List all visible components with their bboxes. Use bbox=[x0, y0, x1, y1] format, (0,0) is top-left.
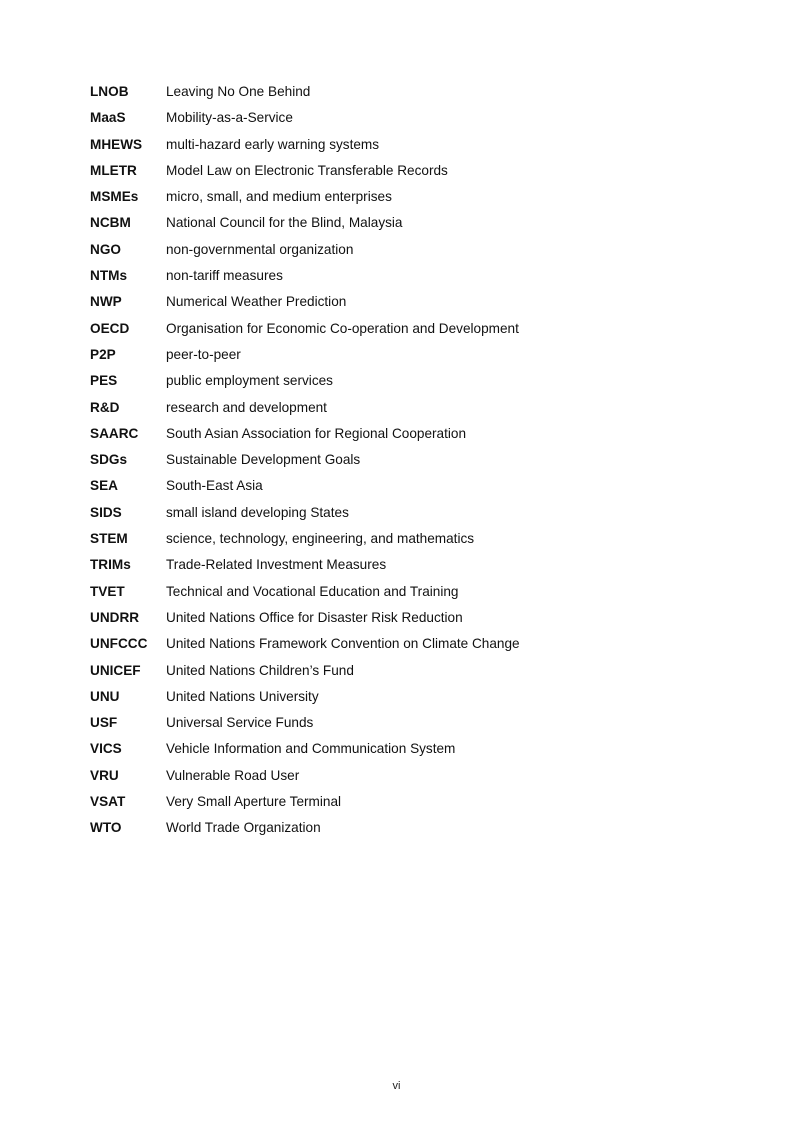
abbreviation-definition: Numerical Weather Prediction bbox=[166, 294, 347, 310]
abbreviation-term: SAARC bbox=[90, 425, 139, 441]
abbreviation-term: VSAT bbox=[90, 794, 126, 810]
abbreviation-definition: multi-hazard early warning systems bbox=[166, 136, 380, 152]
abbreviation-row bbox=[90, 661, 710, 687]
abbreviation-term: NTMs bbox=[90, 268, 128, 284]
abbreviation-term: STEM bbox=[90, 531, 128, 547]
abbreviation-row bbox=[90, 739, 710, 765]
abbreviation-row bbox=[90, 503, 710, 529]
abbreviation-term: VRU bbox=[90, 767, 119, 783]
abbreviation-definition: Mobility-as-a-Service bbox=[166, 110, 293, 126]
abbreviation-row bbox=[90, 240, 710, 266]
abbreviation-list bbox=[90, 82, 710, 845]
abbreviation-term: TVET bbox=[90, 583, 125, 599]
abbreviation-definition: Leaving No One Behind bbox=[166, 84, 311, 99]
abbreviation-definition: Very Small Aperture Terminal bbox=[166, 794, 342, 810]
abbreviation-row bbox=[90, 608, 710, 634]
abbreviation-term: UNDRR bbox=[90, 609, 140, 625]
abbreviation-row bbox=[90, 713, 710, 739]
abbreviation-row bbox=[90, 345, 710, 371]
abbreviation-term: SIDS bbox=[90, 504, 122, 520]
page-number: vi bbox=[392, 1080, 401, 1092]
abbreviation-term: P2P bbox=[90, 346, 116, 362]
abbreviation-definition: micro, small, and medium enterprises bbox=[166, 189, 392, 205]
abbreviation-term: NWP bbox=[90, 294, 122, 310]
abbreviation-term: LNOB bbox=[90, 84, 129, 99]
abbreviation-term: MSMEs bbox=[90, 189, 139, 205]
abbreviation-row bbox=[90, 424, 710, 450]
abbreviation-definition: National Council for the Blind, Malaysia bbox=[166, 215, 403, 231]
abbreviation-term: WTO bbox=[90, 820, 122, 836]
abbreviation-row bbox=[90, 135, 710, 161]
abbreviation-term: SEA bbox=[90, 478, 118, 494]
abbreviation-row bbox=[90, 555, 710, 581]
abbreviation-row bbox=[90, 450, 710, 476]
abbreviation-definition: Organisation for Economic Co-operation and Development bbox=[166, 320, 519, 336]
abbreviation-term: UNU bbox=[90, 688, 120, 704]
abbreviation-definition: United Nations University bbox=[166, 688, 319, 704]
abbreviation-row bbox=[90, 687, 710, 713]
abbreviation-definition: non-governmental organization bbox=[166, 241, 354, 257]
abbreviation-row bbox=[90, 187, 710, 213]
abbreviation-definition: peer-to-peer bbox=[166, 346, 241, 362]
abbreviation-definition: public employment services bbox=[166, 373, 333, 389]
abbreviation-row bbox=[90, 582, 710, 608]
abbreviation-term: SDGs bbox=[90, 452, 128, 468]
abbreviation-term: UNFCCC bbox=[90, 636, 148, 652]
abbreviation-definition: research and development bbox=[166, 399, 327, 415]
abbreviation-row bbox=[90, 634, 710, 660]
abbreviation-row bbox=[90, 818, 710, 844]
abbreviation-term: TRIMs bbox=[90, 557, 131, 573]
abbreviation-row bbox=[90, 213, 710, 239]
abbreviation-definition: science, technology, engineering, and mathematics bbox=[166, 531, 475, 547]
abbreviation-row bbox=[90, 319, 710, 345]
abbreviation-row bbox=[90, 529, 710, 555]
abbreviation-term: UNICEF bbox=[90, 662, 141, 678]
abbreviation-definition: Sustainable Development Goals bbox=[166, 452, 361, 468]
abbreviation-row bbox=[90, 82, 710, 108]
abbreviation-term: R&D bbox=[90, 399, 120, 415]
abbreviation-definition: Trade-Related Investment Measures bbox=[166, 557, 387, 573]
abbreviation-definition: South-East Asia bbox=[166, 478, 263, 494]
abbreviation-definition: World Trade Organization bbox=[166, 820, 321, 836]
abbreviation-row bbox=[90, 266, 710, 292]
abbreviation-definition: Vulnerable Road User bbox=[166, 767, 300, 783]
abbreviation-definition: non-tariff measures bbox=[166, 268, 283, 284]
abbreviation-term: NGO bbox=[90, 241, 121, 257]
abbreviation-row bbox=[90, 108, 710, 134]
abbreviation-definition: South Asian Association for Regional Cooperation bbox=[166, 425, 467, 441]
abbreviation-row bbox=[90, 766, 710, 792]
abbreviation-row bbox=[90, 371, 710, 397]
abbreviation-term: VICS bbox=[90, 741, 122, 757]
abbreviation-row bbox=[90, 792, 710, 818]
abbreviation-definition: Universal Service Funds bbox=[166, 715, 314, 731]
abbreviation-term: MHEWS bbox=[90, 136, 143, 152]
abbreviation-term: OECD bbox=[90, 320, 130, 336]
abbreviation-term: USF bbox=[90, 715, 118, 731]
abbreviation-definition: Technical and Vocational Education and Training bbox=[166, 583, 459, 599]
abbreviation-definition: Model Law on Electronic Transferable Records bbox=[166, 162, 448, 178]
abbreviation-row bbox=[90, 292, 710, 318]
abbreviation-definition: United Nations Office for Disaster Risk Reduction bbox=[166, 609, 463, 625]
abbreviation-row bbox=[90, 398, 710, 424]
abbreviation-definition: United Nations Framework Convention on Climate Change bbox=[166, 636, 520, 652]
abbreviation-row bbox=[90, 476, 710, 502]
abbreviation-term: PES bbox=[90, 373, 118, 389]
abbreviation-definition: United Nations Children’s Fund bbox=[166, 662, 354, 678]
abbreviation-term: MLETR bbox=[90, 162, 137, 178]
abbreviation-term: MaaS bbox=[90, 110, 126, 126]
abbreviation-definition: Vehicle Information and Communication System bbox=[166, 741, 456, 757]
abbreviation-definition: small island developing States bbox=[166, 504, 349, 520]
abbreviation-row bbox=[90, 161, 710, 187]
abbreviation-term: NCBM bbox=[90, 215, 131, 231]
